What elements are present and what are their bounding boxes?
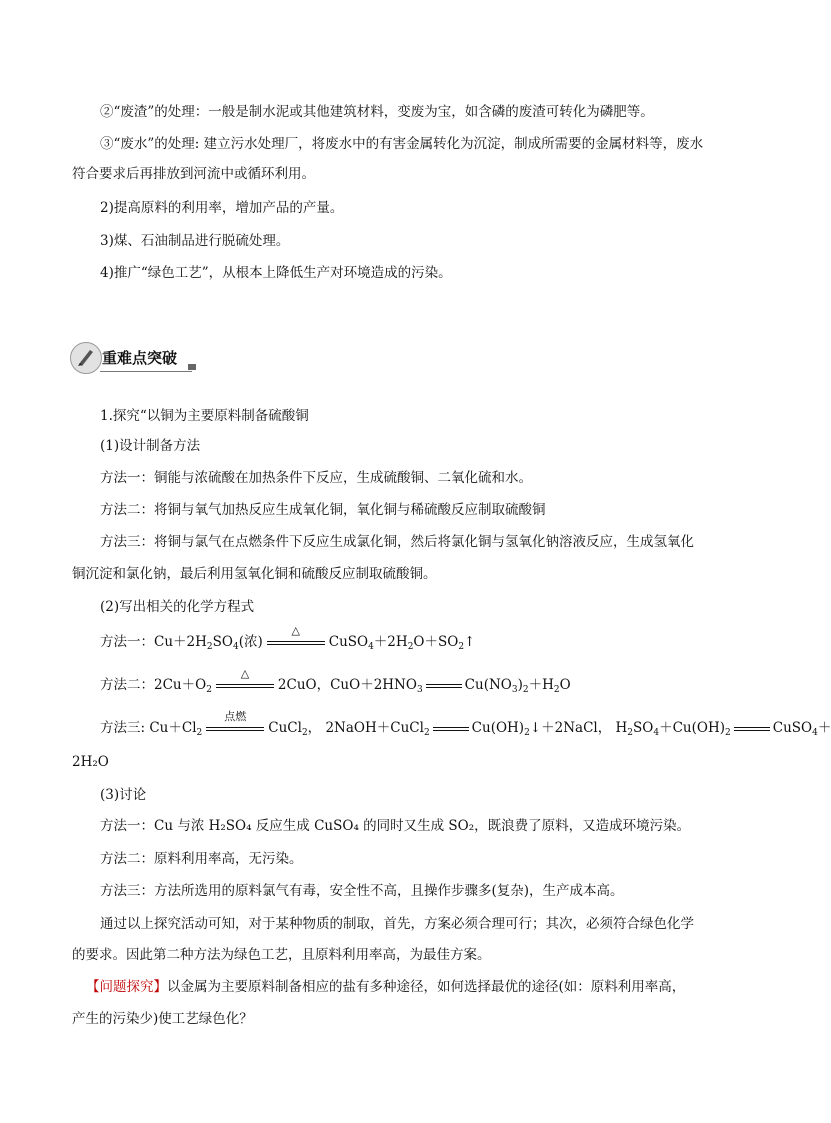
design-heading: (1)设计制备方法 bbox=[100, 438, 201, 454]
section-underline bbox=[100, 371, 192, 372]
method-2: 方法二：将铜与氧气加热反应生成氧化铜，氧化铜与稀硫酸反应制取硫酸铜 bbox=[100, 502, 546, 518]
explore-heading: 1.探究“以铜为主要原料制备硫酸铜 bbox=[100, 408, 309, 424]
method-1: 方法一：铜能与浓硫酸在加热条件下反应，生成硫酸铜、二氧化硫和水。 bbox=[100, 470, 532, 486]
heat-arrow: △ bbox=[216, 680, 274, 692]
problem-explore: 【问题探究】以金属为主要原料制备相应的盐有多种途径，如何选择最优的途径(如：原料利用率高， bbox=[86, 979, 686, 995]
text-line: 2)提高原料的利用率，增加产品的产量。 bbox=[100, 200, 344, 216]
section-mark bbox=[188, 364, 196, 370]
section-title: 重难点突破 bbox=[102, 349, 178, 367]
equals-sign bbox=[433, 724, 469, 734]
equation-3: 方法三: $Cu+Cl_2$ 点燃 CuCl$_2$， 2NaOH＋CuCl$_2$ $Cu(OH)_2↓+2NaCl$， $H_2SO_4+Cu(OH)_2$ CuSO$_4$＋ bbox=[100, 709, 831, 738]
ignite-arrow: 点燃 bbox=[206, 723, 264, 735]
text-line: 4)推广“绿色工艺”，从根本上降低生产对环境造成的污染。 bbox=[100, 265, 452, 281]
text-line: ③“废水”的处理: 建立污水处理厂，将废水中的有害金属转化为沉淀，制成所需要的金属材料等，废水 bbox=[100, 136, 704, 152]
text-line: ②“废渣”的处理：一般是制水泥或其他建筑材料，变废为宝，如含磷的废渣可转化为磷肥等。 bbox=[100, 104, 654, 120]
section-badge bbox=[70, 340, 196, 376]
discussion-heading: (3)讨论 bbox=[100, 787, 147, 803]
discussion-1: 方法一：Cu 与浓 H₂SO₄ 反应生成 CuSO₄ 的同时又生成 SO₂，既浪费了原料，又造成环境污染。 bbox=[100, 818, 691, 834]
problem-bracket: 【问题探究】 bbox=[86, 979, 167, 995]
discussion-3: 方法三：方法所选用的原料氯气有毒，安全性不高，且操作步骤多(复杂)，生产成本高。 bbox=[100, 883, 624, 899]
method-3: 方法三：将铜与氯气在点燃条件下反应生成氯化铜，然后将氯化铜与氢氧化钠溶液反应，生成氢氧化 bbox=[100, 534, 694, 550]
conclusion: 通过以上探究活动可知，对于某种物质的制取，首先，方案必须合理可行；其次，必须符合绿色化学 bbox=[100, 916, 694, 932]
method-3-cont: 铜沉淀和氯化钠，最后利用氢氧化铜和硫酸反应制取硫酸铜。 bbox=[72, 566, 437, 582]
conclusion-cont: 的要求。因此第二种方法为绿色工艺，且原料利用率高，为最佳方案。 bbox=[72, 947, 491, 963]
problem-explore-cont: 产生的污染少)使工艺绿色化？ bbox=[72, 1011, 253, 1027]
text-line: 符合要求后再排放到河流中或循环利用。 bbox=[72, 166, 315, 182]
equation-2: 方法二：$2Cu+O_2$ △ 2CuO，$CuO+2HNO_3$ $Cu(NO_3)_2+H_2O$ bbox=[100, 666, 571, 695]
equals-sign bbox=[734, 724, 770, 734]
equation-heading: (2)写出相关的化学方程式 bbox=[100, 599, 255, 615]
equals-sign bbox=[426, 681, 462, 691]
equation-3-cont: 2H₂O bbox=[72, 754, 109, 770]
heat-arrow: △ bbox=[267, 637, 325, 649]
equation-1: 方法一：$Cu+2H_2SO_4$(浓) △ $CuSO_4+2H_2O+SO_2↑$ bbox=[100, 623, 476, 652]
text-line: 3)煤、石油制品进行脱硫处理。 bbox=[100, 233, 290, 249]
discussion-2: 方法二：原料利用率高，无污染。 bbox=[100, 851, 303, 867]
